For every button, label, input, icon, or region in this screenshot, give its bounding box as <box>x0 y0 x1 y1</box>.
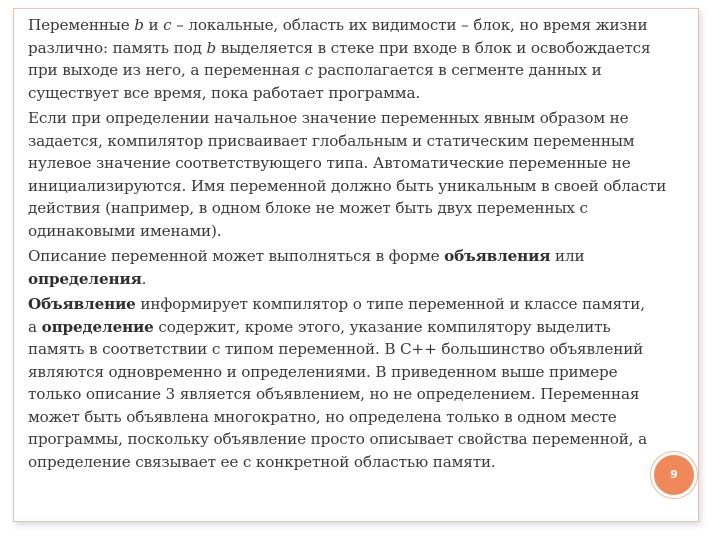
paragraph-initialization: Если при определении начальное значение переменных явным образом не задается, компилятор присваивает глобальным и статическим переменным нулевое значение соответствующего типа. Автоматические переменные не инициализируются. Имя переменной должно быть уникальным в своей области действия (например, в одном блоке не может быть двух переменных с одинаковыми именами). <box>28 109 667 240</box>
text-run: выделяется в стеке при входе в блок и освобождается при выходе из него, а переменная <box>28 38 651 79</box>
term-definition: определения <box>28 269 142 288</box>
text-run: – локальные, область их видимости – блок, но время жизни различно: память под <box>28 16 648 57</box>
text-run: и <box>143 16 164 34</box>
text-run: Описание переменной может выполняться в форме <box>28 247 445 265</box>
term-definition: определение <box>41 317 154 336</box>
page-number-badge: 9 <box>651 452 697 498</box>
variable-name: b <box>206 38 217 57</box>
text-run: информирует компилятор о типе переменной и классе памяти, а <box>28 295 645 336</box>
text-run: или <box>550 247 585 265</box>
text-run: Переменные <box>28 16 135 34</box>
paragraph-description-forms <box>28 245 678 290</box>
paragraph-declaration-vs-definition <box>28 293 656 473</box>
text-run: располагается в сегменте данных и существует все время, пока работает программа. <box>28 61 602 102</box>
variable-name: c <box>304 61 314 79</box>
text-run: . <box>141 269 147 288</box>
term-declaration: объявления <box>444 247 551 265</box>
variable-name: c <box>163 16 172 34</box>
text-run: содержит, кроме этого, указание компилятору выделить память в соответствии с типом переменной. В С++ большинство объявлений являются одновременно и определениями. В приведенном выше примере только описание 3 является объявлением, но не определением. Переменная может быть объявлена многократно, но определена только в одном месте программы, поскольку объявление просто описывает свойства переменной, а определение связывает ее с конкретной областью памяти. <box>28 317 647 471</box>
paragraph-variable-lifetime <box>28 14 668 104</box>
variable-name: b <box>134 16 144 34</box>
term-declaration: Объявление <box>28 295 136 313</box>
slide-content <box>28 14 678 476</box>
